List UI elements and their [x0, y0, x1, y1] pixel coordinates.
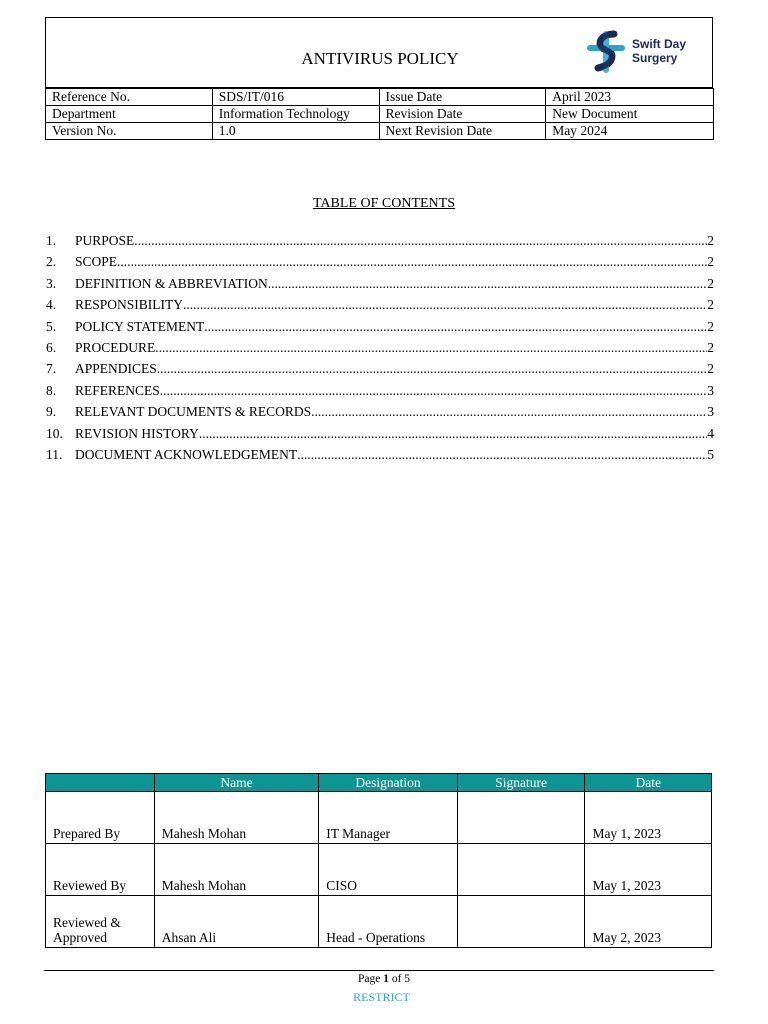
- page-total: 5: [404, 973, 411, 985]
- toc-item[interactable]: [46, 319, 714, 340]
- approval-role: Reviewed By: [46, 844, 155, 896]
- page-mid: of: [388, 973, 405, 985]
- meta-label: Revision Date: [379, 106, 546, 123]
- meta-value: New Document: [546, 106, 714, 123]
- toc-number: 10.: [46, 425, 63, 441]
- approval-name: Ahsan Ali: [154, 896, 318, 948]
- approval-date: May 1, 2023: [585, 792, 712, 844]
- approval-date: May 1, 2023: [585, 844, 712, 896]
- page-current: 1: [383, 973, 389, 985]
- approval-header-cell: Signature: [457, 774, 585, 792]
- toc-label: SCOPE: [75, 254, 118, 270]
- meta-label: Next Revision Date: [379, 123, 546, 140]
- meta-value: 1.0: [212, 123, 379, 140]
- approval-signature: [457, 844, 585, 896]
- toc-number: 4.: [46, 297, 57, 313]
- toc-leader: [183, 297, 707, 313]
- toc-page: 3: [707, 382, 714, 398]
- toc-item[interactable]: [46, 361, 714, 382]
- page-prefix: Page: [357, 973, 384, 985]
- logo-text: [632, 37, 686, 65]
- toc-leader: [297, 447, 707, 463]
- approval-signature: [457, 896, 585, 948]
- toc-leader: [134, 233, 707, 249]
- approval-header-row: [46, 774, 712, 792]
- meta-value: SDS/IT/016: [212, 89, 379, 106]
- toc-number: 1.: [46, 233, 57, 248]
- toc-label: PURPOSE: [75, 233, 135, 248]
- toc-item[interactable]: [46, 254, 714, 275]
- toc-title: TABLE OF CONTENTS: [313, 196, 455, 211]
- toc-item[interactable]: [46, 426, 714, 447]
- meta-value: May 2024: [546, 123, 714, 140]
- approval-role: Reviewed & Approved: [46, 896, 155, 948]
- toc-label: RELEVANT DOCUMENTS & RECORDS: [75, 404, 312, 420]
- approval-date: May 2, 2023: [585, 896, 712, 948]
- logo-text-line2: Surgery: [632, 51, 678, 65]
- logo-text-line1: Swift Day: [632, 37, 687, 51]
- toc-item[interactable]: [46, 404, 714, 425]
- toc-label: RESPONSIBILITY: [75, 297, 184, 313]
- toc-label: DEFINITION & ABBREVIATION: [75, 275, 268, 291]
- company-logo: [584, 30, 704, 74]
- toc-page: 2: [707, 275, 714, 291]
- meta-label: Reference No.: [46, 89, 213, 106]
- toc-number: 11.: [46, 446, 63, 462]
- toc-page: 2: [707, 318, 714, 334]
- meta-row: [46, 123, 714, 140]
- approval-designation: CISO: [319, 844, 458, 896]
- approval-name: Mahesh Mohan: [154, 792, 318, 844]
- toc-leader: [160, 383, 707, 399]
- toc-page: 2: [707, 297, 714, 313]
- approval-row: [46, 844, 712, 896]
- toc-page: 2: [707, 233, 714, 248]
- toc-item[interactable]: [46, 447, 714, 468]
- toc-leader: [199, 426, 707, 442]
- meta-row: [46, 89, 714, 106]
- meta-label: Version No.: [46, 123, 213, 140]
- toc-label: REVISION HISTORY: [75, 425, 199, 441]
- approval-header-cell: Name: [154, 774, 318, 792]
- toc-page: 2: [707, 254, 714, 270]
- document-header: [45, 17, 713, 88]
- toc-number: 5.: [46, 318, 57, 334]
- table-of-contents: [46, 233, 714, 468]
- toc-item[interactable]: [46, 297, 714, 318]
- document-title: ANTIVIRUS POLICY: [301, 49, 459, 68]
- meta-row: [46, 106, 714, 123]
- toc-label: REFERENCES: [75, 382, 160, 398]
- toc-label: APPENDICES: [75, 361, 157, 377]
- classification-label: RESTRICT: [353, 990, 410, 1004]
- meta-label: Department: [46, 106, 213, 123]
- toc-label: DOCUMENT ACKNOWLEDGEMENT: [75, 446, 298, 462]
- toc-page: 2: [707, 361, 714, 377]
- document-meta-table: [45, 88, 714, 140]
- meta-value: Information Technology: [212, 106, 379, 123]
- toc-number: 9.: [46, 404, 57, 420]
- toc-page: 2: [707, 339, 714, 355]
- approval-header-cell: Designation: [319, 774, 458, 792]
- approval-role: Prepared By: [46, 792, 155, 844]
- approval-row: [46, 896, 712, 948]
- approval-table: [45, 773, 712, 948]
- toc-page: 5: [707, 446, 714, 462]
- footer-divider: [44, 970, 714, 971]
- toc-leader: [311, 404, 707, 420]
- toc-item[interactable]: [46, 276, 714, 297]
- toc-leader: [117, 254, 707, 270]
- approval-designation: IT Manager: [319, 792, 458, 844]
- approval-header-cell: Date: [585, 774, 712, 792]
- approval-designation: Head - Operations: [319, 896, 458, 948]
- meta-value: April 2023: [546, 89, 714, 106]
- approval-row: [46, 792, 712, 844]
- toc-leader: [155, 340, 707, 356]
- toc-item[interactable]: [46, 233, 714, 254]
- toc-page: 3: [707, 404, 714, 420]
- toc-page: 4: [707, 425, 714, 441]
- toc-label: POLICY STATEMENT: [75, 318, 205, 334]
- approval-name: Mahesh Mohan: [154, 844, 318, 896]
- toc-label: PROCEDURE: [75, 339, 156, 355]
- approval-header-cell: [46, 774, 155, 792]
- toc-leader: [157, 361, 707, 377]
- page-number: [0, 973, 768, 985]
- meta-label: Issue Date: [379, 89, 546, 106]
- toc-number: 3.: [46, 275, 57, 291]
- toc-leader: [268, 276, 708, 292]
- approval-signature: [457, 792, 585, 844]
- toc-number: 8.: [46, 382, 57, 398]
- toc-item[interactable]: [46, 383, 714, 404]
- toc-number: 6.: [46, 339, 57, 355]
- toc-item[interactable]: [46, 340, 714, 361]
- toc-number: 2.: [46, 254, 57, 270]
- toc-leader: [204, 319, 707, 335]
- logo-mark-icon: [584, 30, 628, 74]
- toc-number: 7.: [46, 361, 57, 377]
